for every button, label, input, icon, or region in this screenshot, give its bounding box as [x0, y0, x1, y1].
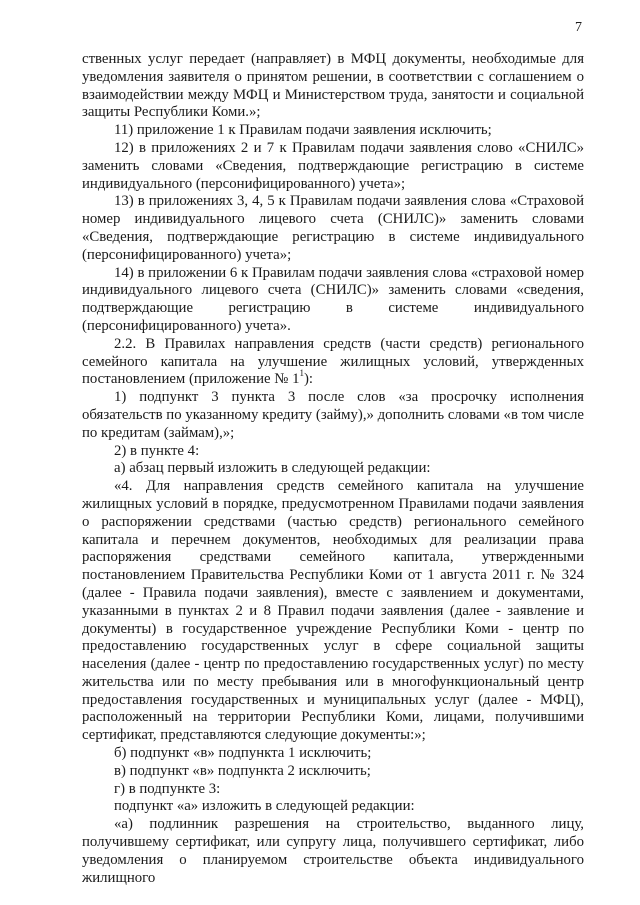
paragraph-text: б) подпункт «в» подпункта 1 исключить; — [114, 745, 372, 762]
paragraph-text: ственных услуг передает (направляет) в МФЦ документы, необходимые для уведомления заявителя о принятом решении, в соответствии с соглашением о взаимодействии между МФЦ и Министерством труда, занятости и социальной защиты Республики Коми.»; — [82, 51, 584, 121]
paragraph — [82, 265, 584, 336]
paragraph — [82, 478, 584, 745]
paragraph — [82, 122, 584, 140]
paragraph — [82, 51, 584, 122]
paragraph-text: г) в подпункте 3: — [114, 780, 221, 797]
paragraph-text: 2) в пункте 4: — [114, 442, 200, 459]
paragraph — [82, 389, 584, 442]
paragraph-text: «а) подлинник разрешения на строительство, выданного лицу, получившему сертификат, или супругу лица, получившего сертификат, либо уведомления о планируемом строительстве объекта индивидуального жилищного — [82, 816, 584, 886]
paragraph-text: 2.2. В Правилах направления средств (части средств) регионального семейного капитала на улучшение жилищных условий, утвержденных постановлением (приложение № 1 — [82, 335, 584, 388]
paragraph — [82, 798, 584, 816]
paragraph — [82, 763, 584, 781]
page-number: 7 — [575, 20, 582, 35]
paragraph-text: «4. Для направления средств семейного капитала на улучшение жилищных условий в порядке, предусмотренном Правилами подачи заявления о распоряжении средствами (частью средств) регионального семейного капитала и перечнем документов, необходимых для реализации права распоряжения средствами семейного капитала, утвержденными постановлением Правительства Республики Коми от 1 августа 2011 г. № 324 (далее - Правила подачи заявления), вместе с заявлением и документами, указанными в пунктах 2 и 8 Правил подачи заявления (далее - заявление и документы) в государственное учреждение Республики Коми - центр по предоставлению государственных услуг в сфере социальной защиты населения (далее - центр по предоставлению государственных услуг) по месту жительства или по месту пребывания или в многофункциональный центр предоставления государственных и муниципальных услуг (далее - МФЦ), расположенный на территории Республики Коми, лицами, получившими сертификат, представляются следующие документы:»; — [82, 478, 584, 744]
paragraph-text: подпункт «а» изложить в следующей редакции: — [114, 798, 415, 815]
paragraph-text: 1) подпункт 3 пункта 3 после слов «за просрочку исполнения обязательств по указанному кредиту (займу),» дополнить словами «в том числе по кредитам (займам),»; — [82, 389, 584, 441]
paragraph — [82, 460, 584, 478]
paragraph-text: 13) в приложениях 3, 4, 5 к Правилам подачи заявления слова «Страховой номер индивидуального лицевого счета (СНИЛС)» заменить словами «Сведения, подтверждающие регистрацию в системе индивидуального (персонифицированного) учета»; — [82, 193, 584, 263]
paragraph — [82, 781, 584, 799]
paragraph-text: 14) в приложении 6 к Правилам подачи заявления слова «страховой номер индивидуального лицевого счета (СНИЛС)» заменить словами «сведения, подтверждающие регистрацию в системе индивидуального (персонифицированного) учета». — [82, 264, 584, 334]
paragraph-text: 11) приложение 1 к Правилам подачи заявления исключить; — [114, 122, 492, 139]
body-text — [82, 51, 584, 887]
paragraph-text: а) абзац первый изложить в следующей редакции: — [114, 460, 431, 477]
paragraph — [82, 336, 584, 389]
paragraph — [82, 745, 584, 763]
paragraph-text: в) подпункт «в» подпункта 2 исключить; — [114, 762, 371, 779]
paragraph — [82, 816, 584, 887]
paragraph — [82, 193, 584, 264]
paragraph-text: 12) в приложениях 2 и 7 к Правилам подачи заявления слово «СНИЛС» заменить словами «Сведения, подтверждающие регистрацию в системе индивидуального (персонифицированного) учета»; — [82, 139, 584, 192]
paragraph — [82, 443, 584, 461]
paragraph — [82, 140, 584, 193]
footnote-marker: 1 — [299, 368, 304, 379]
paragraph-text-tail: ): — [304, 371, 314, 388]
